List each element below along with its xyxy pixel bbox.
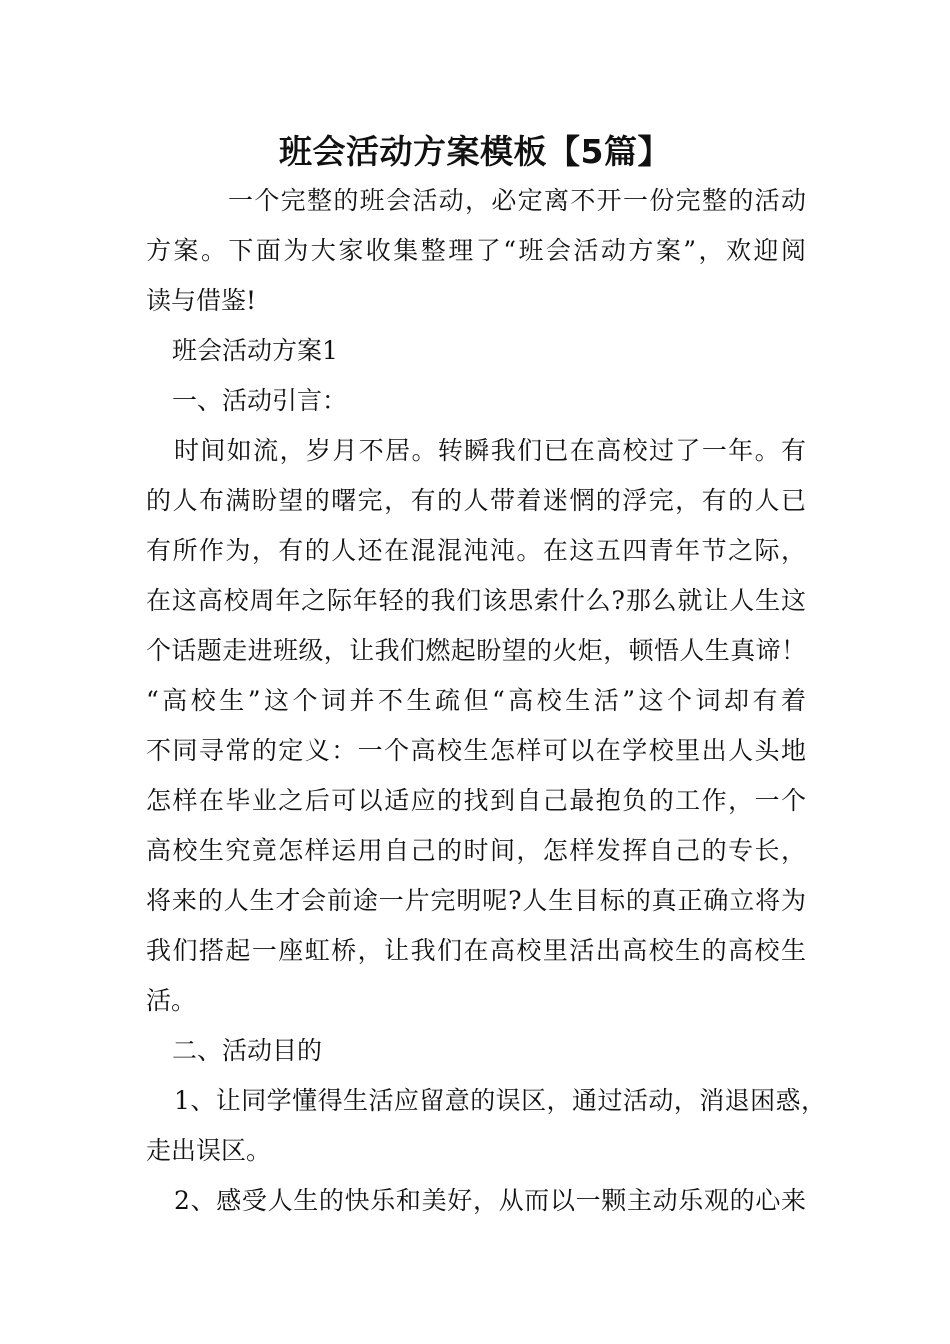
paragraph-line-4: 在这高校周年之际年轻的我们该思索什么?那么就让人生这 — [146, 586, 806, 615]
intro-line-2: 方案。下面为大家收集整理了“班会活动方案”，欢迎阅 — [146, 236, 806, 265]
document-title: 班会活动方案模板【5篇】 — [279, 132, 671, 171]
subheading-introduction: 一、活动引言： — [172, 386, 348, 415]
intro-line-1: 一个完整的班会活动，必定离不开一份完整的活动 — [228, 186, 806, 215]
paragraph-line-7: 不同寻常的定义：一个高校生怎样可以在学校里出人头地 — [146, 736, 806, 765]
paragraph-line-10: 将来的人生才会前途一片完明呢?人生目标的真正确立将为 — [146, 886, 806, 915]
subheading-purpose: 二、活动目的 — [172, 1036, 323, 1065]
paragraph-line-8: 怎样在毕业之后可以适应的找到自己最抱负的工作，一个 — [146, 786, 806, 815]
purpose-item-1-line-2: 走出误区。 — [146, 1136, 272, 1165]
paragraph-line-12: 活。 — [146, 986, 197, 1015]
section-heading-plan-1: 班会活动方案1 — [172, 336, 338, 365]
paragraph-line-3: 有所作为，有的人还在混混沌沌。在这五四青年节之际， — [146, 536, 806, 565]
purpose-item-2-line-1: 2、感受人生的快乐和美好，从而以一颗主动乐观的心来 — [174, 1186, 806, 1215]
paragraph-line-11: 我们搭起一座虹桥，让我们在高校里活出高校生的高校生 — [146, 936, 806, 965]
intro-line-3: 读与借鉴! — [146, 286, 257, 315]
paragraph-line-9: 高校生究竟怎样运用自己的时间，怎样发挥自己的专长， — [146, 836, 806, 865]
purpose-item-1-line-1: 1、让同学懂得生活应留意的误区，通过活动，消退困惑， — [174, 1086, 826, 1115]
paragraph-line-6: “高校生”这个词并不生疏但“高校生活”这个词却有着 — [146, 686, 806, 715]
paragraph-line-1: 时间如流，岁月不居。转瞬我们已在高校过了一年。有 — [174, 436, 806, 465]
paragraph-line-5: 个话题走进班级，让我们燃起盼望的火炬，顿悟人生真谛！ — [146, 636, 806, 665]
paragraph-line-2: 的人布满盼望的曙完，有的人带着迷惘的浮完，有的人已 — [146, 486, 806, 515]
